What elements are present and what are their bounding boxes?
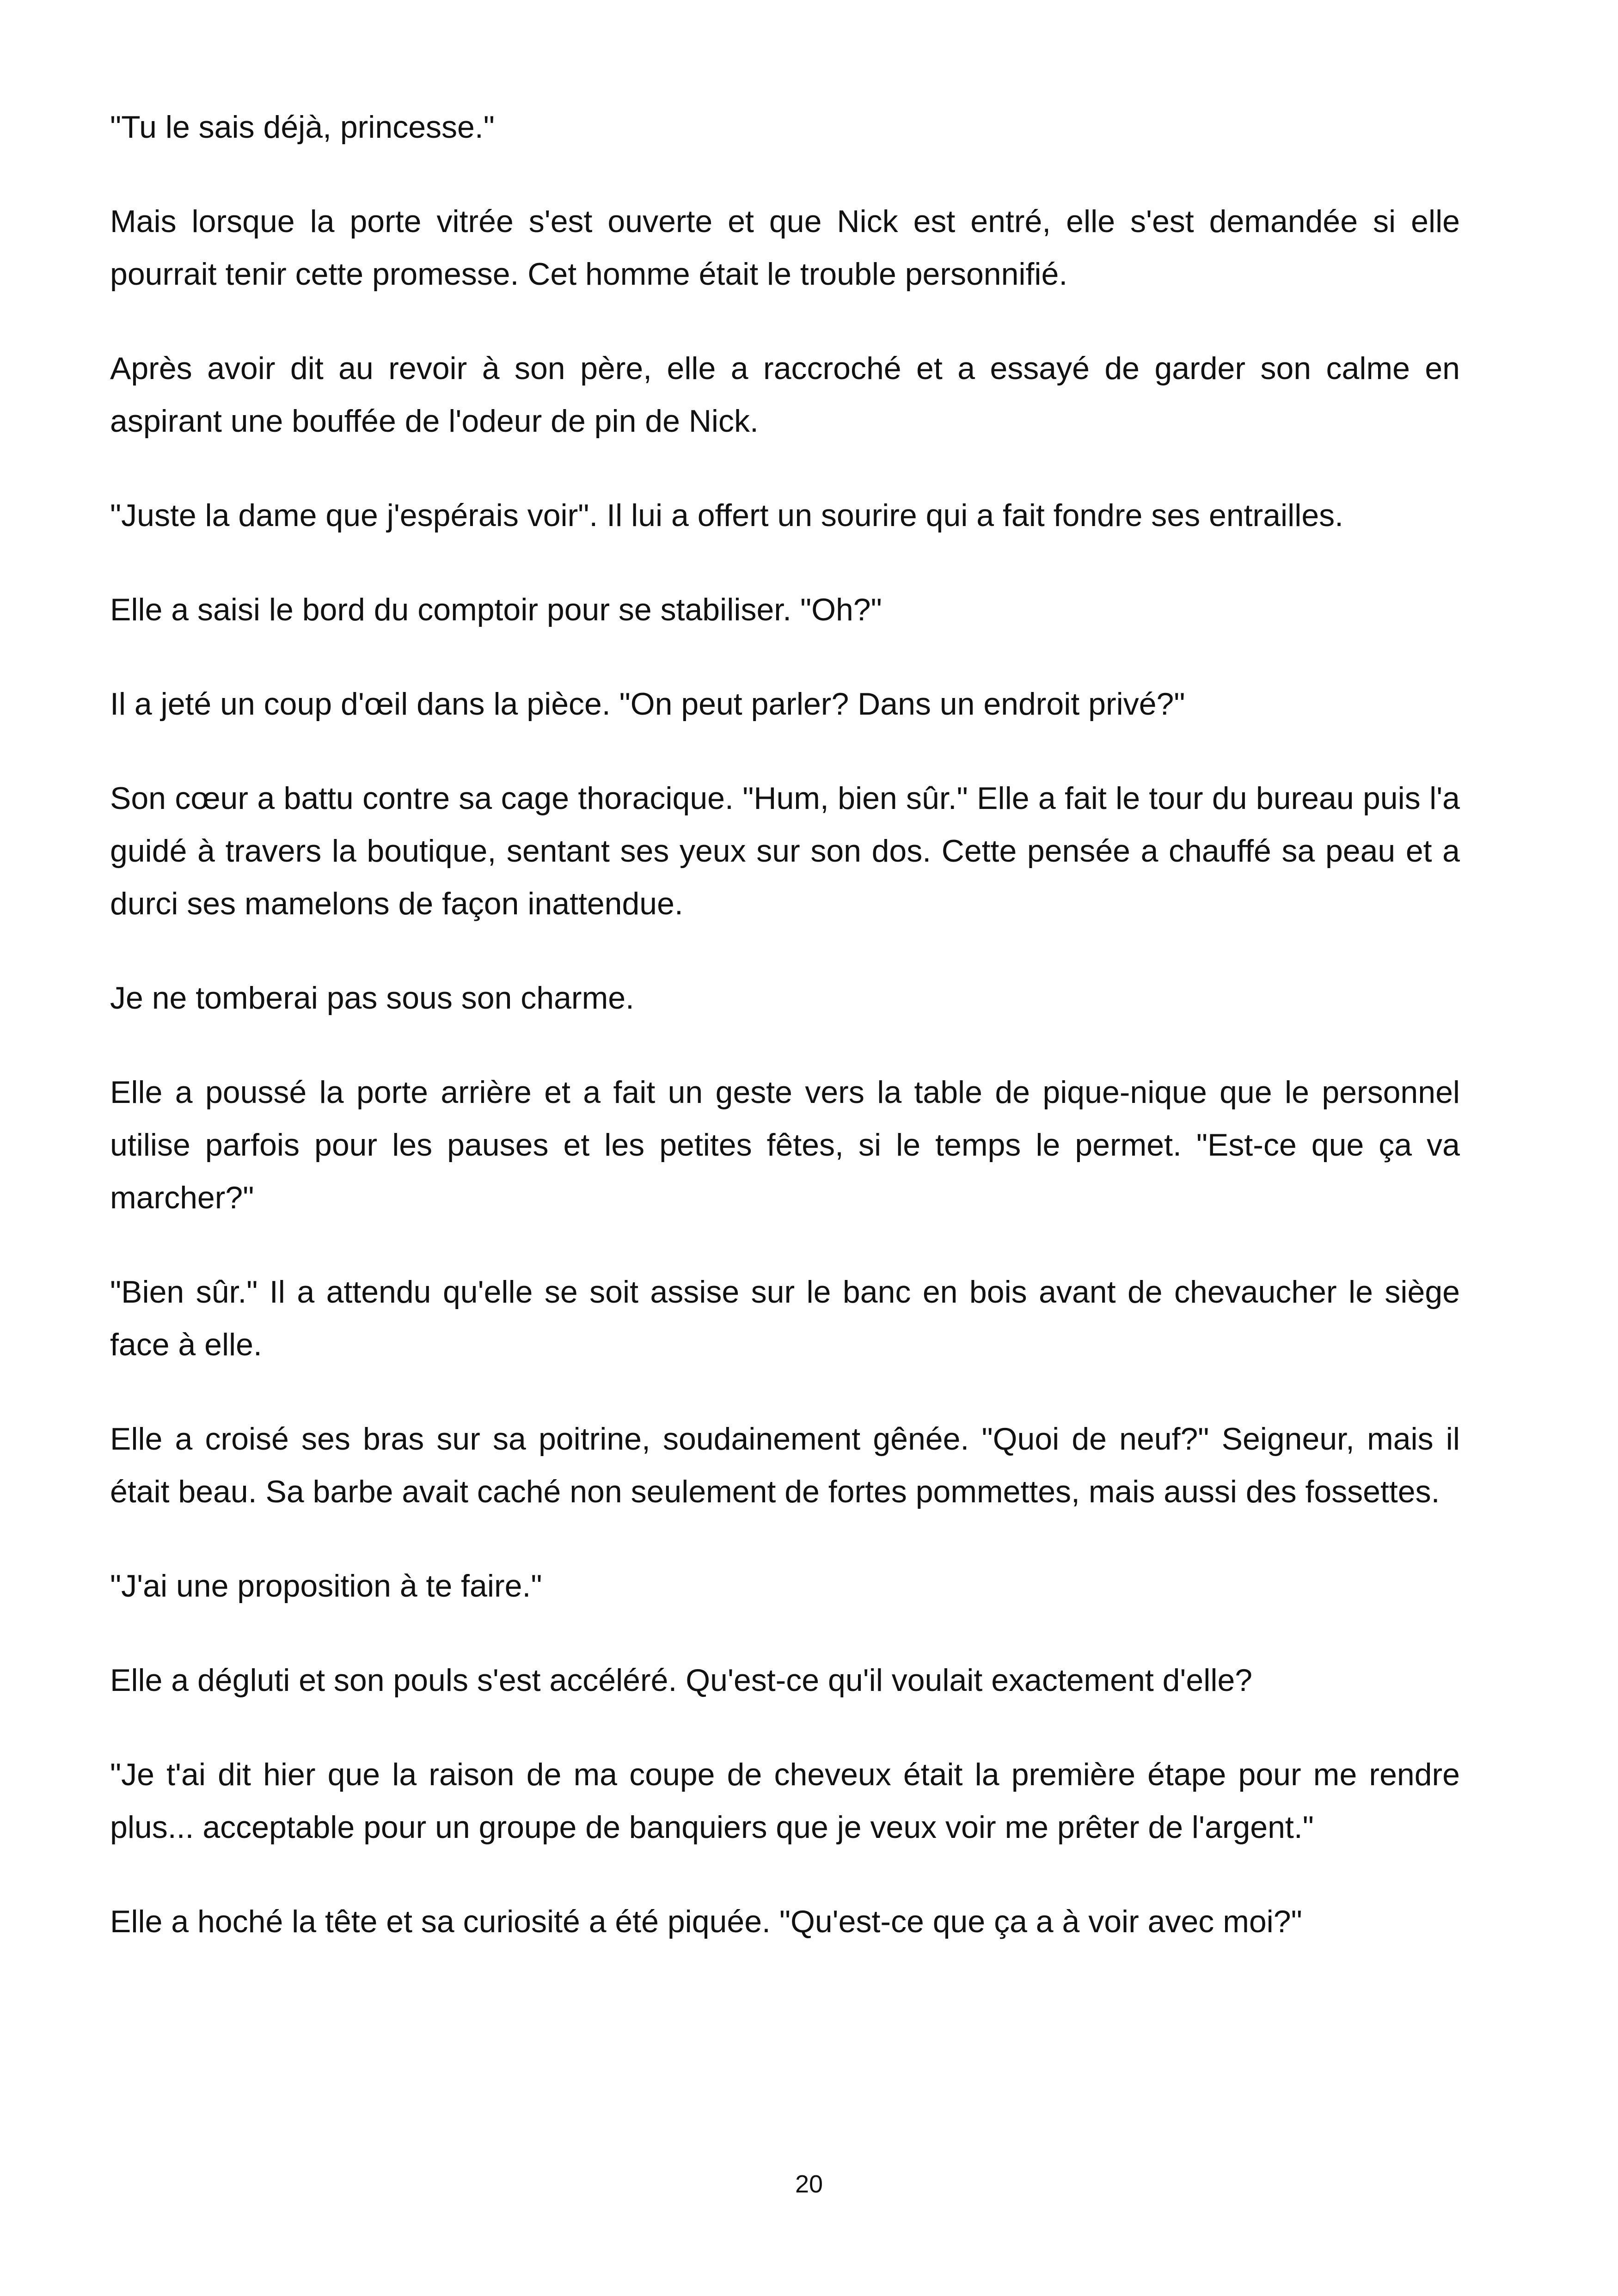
page-number: 20 [795,2170,823,2198]
paragraph: Il a jeté un coup d'œil dans la pièce. "On peut parler? Dans un endroit privé?" [110,686,1185,722]
paragraph: Après avoir dit au revoir à son père, elle a raccroché et a essayé de garder son calme en aspirant une bouffée de l'odeur de pin de Nick. [110,351,1460,439]
paragraph: Elle a poussé la porte arrière et a fait un geste vers la table de pique-nique que le personnel utilise parfois pour les pauses et les petites fêtes, si le temps le permet. "Est-ce que ça va marcher?" [110,1075,1460,1215]
paragraph: Mais lorsque la porte vitrée s'est ouverte et que Nick est entré, elle s'est demandée si elle pourrait tenir cette promesse. Cet homme était le trouble personnifié. [110,204,1460,292]
paragraph: Elle a croisé ses bras sur sa poitrine, soudainement gênée. "Quoi de neuf?" Seigneur, mais il était beau. Sa barbe avait caché non seulement de fortes pommettes, mais aussi des fossettes. [110,1421,1460,1509]
paragraph: "Juste la dame que j'espérais voir". Il lui a offert un sourire qui a fait fondre ses entrailles. [110,498,1344,533]
document-body [110,101,1460,1990]
paragraph: "Bien sûr." Il a attendu qu'elle se soit assise sur le banc en bois avant de chevaucher le siège face à elle. [110,1274,1460,1362]
paragraph: Elle a dégluti et son pouls s'est accéléré. Qu'est-ce qu'il voulait exactement d'elle? [110,1663,1253,1698]
paragraph: Je ne tomberai pas sous son charme. [110,980,634,1016]
paragraph: Elle a hoché la tête et sa curiosité a été piquée. "Qu'est-ce que ça a à voir avec moi?" [110,1904,1302,1939]
paragraph: "Tu le sais déjà, princesse." [110,110,495,145]
paragraph: "J'ai une proposition à te faire." [110,1568,542,1604]
paragraph: Elle a saisi le bord du comptoir pour se stabiliser. "Oh?" [110,592,882,627]
paragraph: Son cœur a battu contre sa cage thoracique. "Hum, bien sûr." Elle a fait le tour du bureau puis l'a guidé à travers la boutique, sentant ses yeux sur son dos. Cette pensée a chauffé sa peau et a durci ses mamelons de façon inattendue. [110,781,1460,921]
paragraph: "Je t'ai dit hier que la raison de ma coupe de cheveux était la première étape pour me rendre plus... acceptable pour un groupe de banquiers que je veux voir me prêter de l'argent." [110,1757,1460,1845]
